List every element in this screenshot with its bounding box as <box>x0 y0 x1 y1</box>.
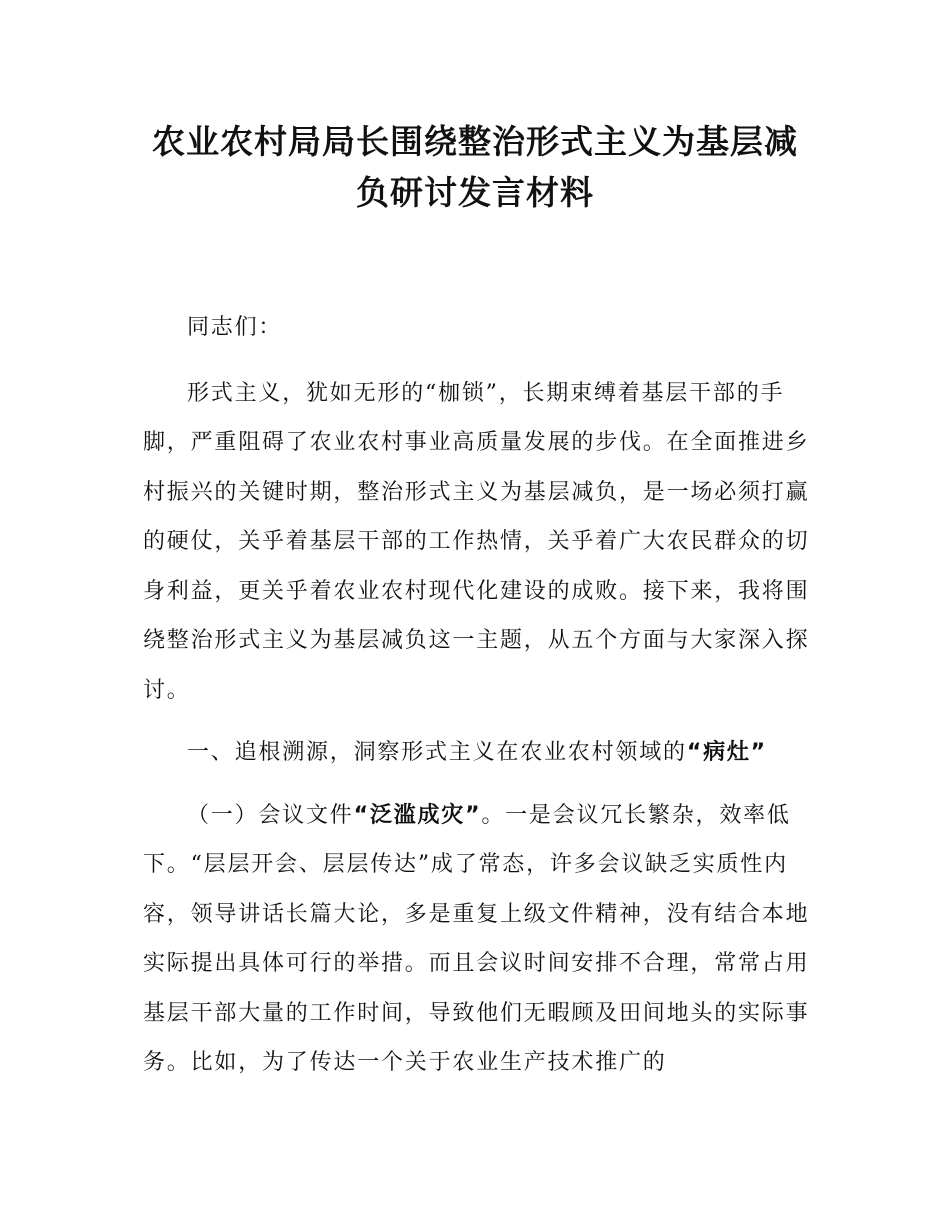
subsection-1-emphasis: “泛滥成灾” <box>353 802 482 828</box>
section-1-heading-text: 一、追根溯源，洞察形式主义在农业农村领域的 <box>187 740 687 765</box>
document-body <box>143 303 810 1088</box>
paragraph-gap <box>143 778 810 791</box>
subsection-1-paragraph <box>143 791 810 1088</box>
title-line-1: 农业农村局局长围绕整治形式主义为基层减 <box>152 122 798 161</box>
intro-paragraph: 形式主义，犹如无形的“枷锁”，长期束缚着基层干部的手脚，严重阻碍了农业农村事业高质量发展的步伐。在全面推进乡村振兴的关键时期，整治形式主义为基层减负，是一场必须打赢的硬仗，关乎着基层干部的工作热情，关乎着广大农民群众的切身利益，更关乎着农业农村现代化建设的成败。接下来，我将围绕整治形式主义为基层减负这一主题，从五个方面与大家深入探讨。 <box>143 380 810 703</box>
section-1-heading-emphasis: “病灶” <box>686 740 767 765</box>
subsection-1-text: 。一是会议冗长繁杂，效率低下。“层层开会、层层传达”成了常态，许多会议缺乏实质性内容，领导讲话长篇大论，多是重复上级文件精神，没有结合本地实际提出具体可行的举措。而且会议时间安排不合理，常常占用基层干部大量的工作时间，导致他们无暇顾及田间地头的实际事务。比如，为了传达一个关于农业生产技术推广的 <box>143 802 810 1075</box>
subsection-1-label: （一）会议文件 <box>187 802 354 828</box>
greeting-paragraph: 同志们： <box>187 315 283 340</box>
title-line-2: 负研讨发言材料 <box>356 173 594 212</box>
section-1-heading <box>143 728 810 778</box>
paragraph-gap <box>143 715 810 728</box>
document-title <box>140 116 810 218</box>
